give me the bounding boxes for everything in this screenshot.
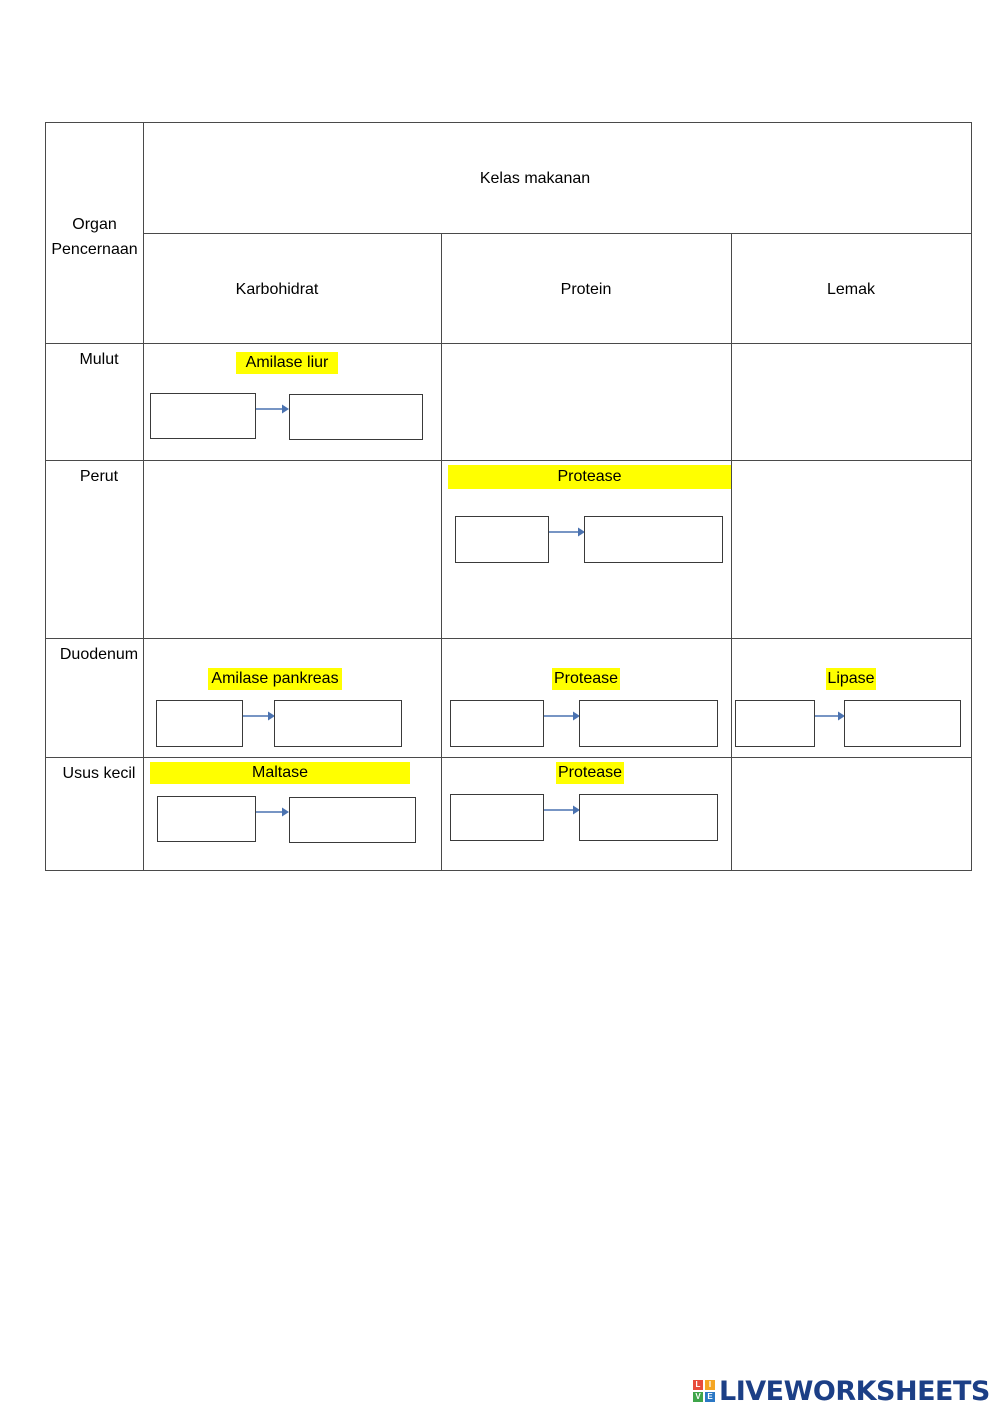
arrow-icon bbox=[256, 403, 290, 415]
substrate-box[interactable] bbox=[455, 516, 549, 563]
product-box[interactable] bbox=[844, 700, 961, 747]
food-class-header: Kelas makanan bbox=[479, 170, 591, 187]
substrate-box[interactable] bbox=[450, 700, 544, 747]
arrow-icon bbox=[544, 804, 581, 816]
column-header-protein: Protein bbox=[560, 281, 612, 298]
enzyme-label-lipase: Lipase bbox=[826, 668, 876, 690]
arrow-icon bbox=[243, 710, 276, 722]
product-box[interactable] bbox=[289, 394, 423, 440]
substrate-box[interactable] bbox=[157, 796, 256, 842]
column-header-lemak: Lemak bbox=[826, 281, 876, 298]
enzyme-label-protease: Protease bbox=[448, 465, 731, 489]
product-box[interactable] bbox=[579, 700, 718, 747]
liveworksheets-logo-icon: L I V E bbox=[693, 1380, 715, 1402]
product-box[interactable] bbox=[579, 794, 718, 841]
product-box[interactable] bbox=[274, 700, 402, 747]
product-box[interactable] bbox=[289, 797, 416, 843]
enzyme-label-protease: Protease bbox=[552, 668, 620, 690]
arrow-icon bbox=[549, 526, 586, 538]
row-label-usus-kecil: Usus kecil bbox=[62, 765, 136, 782]
enzyme-label-amilase-liur: Amilase liur bbox=[236, 352, 338, 374]
row-label-duodenum: Duodenum bbox=[59, 646, 139, 663]
product-box[interactable] bbox=[584, 516, 723, 563]
enzyme-label-amilase-pankreas: Amilase pankreas bbox=[208, 668, 342, 690]
enzyme-label-protease: Protease bbox=[556, 762, 624, 784]
organ-header: Organ Pencernaan bbox=[51, 216, 138, 258]
liveworksheets-wordmark: LIVEWORKSHEETS bbox=[719, 1375, 990, 1407]
substrate-box[interactable] bbox=[156, 700, 243, 747]
row-label-mulut: Mulut bbox=[79, 351, 119, 368]
column-header-karbohidrat: Karbohidrat bbox=[235, 281, 319, 298]
substrate-box[interactable] bbox=[450, 794, 544, 841]
arrow-icon bbox=[256, 806, 290, 818]
substrate-box[interactable] bbox=[150, 393, 256, 439]
liveworksheets-logo bbox=[693, 1376, 990, 1406]
row-label-perut: Perut bbox=[79, 468, 119, 485]
arrow-icon bbox=[544, 710, 581, 722]
substrate-box[interactable] bbox=[735, 700, 815, 747]
arrow-icon bbox=[815, 710, 846, 722]
enzyme-label-maltase: Maltase bbox=[150, 762, 410, 784]
